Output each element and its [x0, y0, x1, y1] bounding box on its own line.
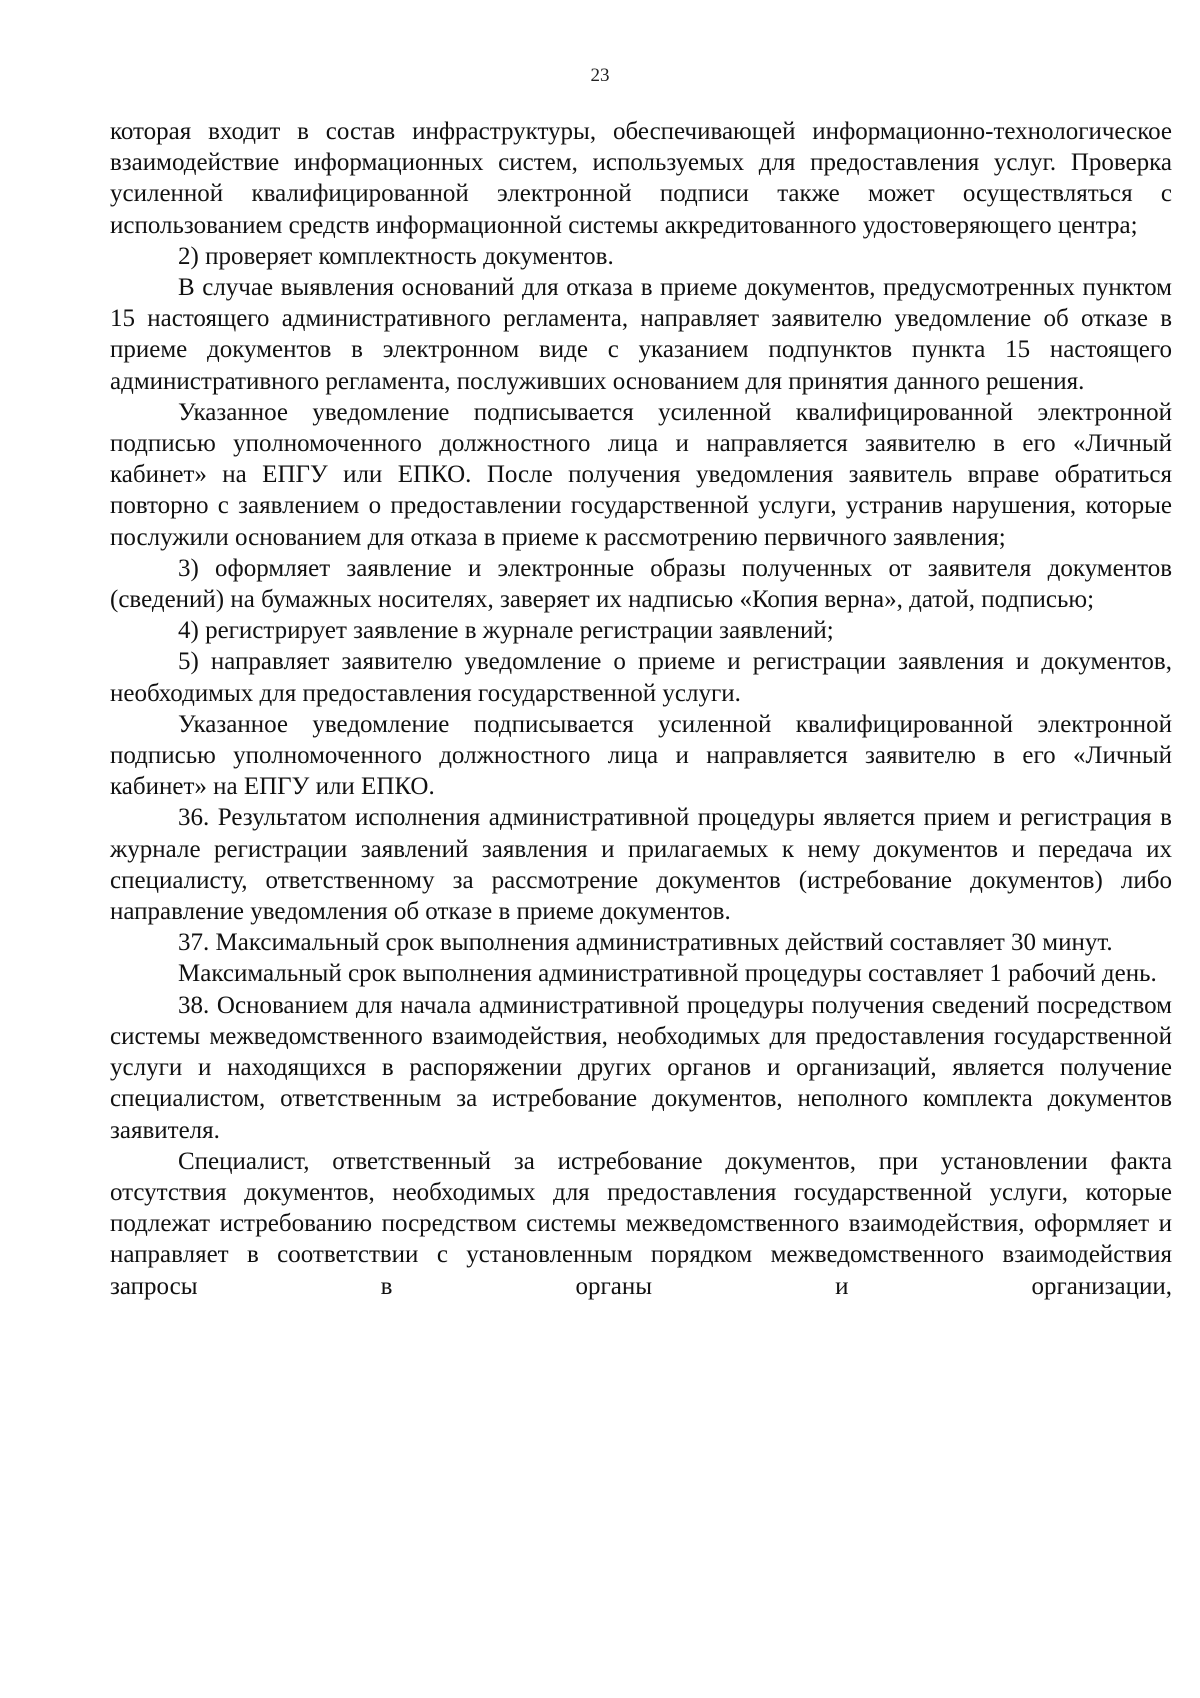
paragraph-item-3: 3) оформляет заявление и электронные образы полученных от заявителя документов (сведений) на бумажных носителях, заверяет их надписью «Копия верна», датой, подписью;: [110, 554, 1172, 614]
paragraph-continuation: которая входит в состав инфраструктуры, обеспечивающей информационно-технологическое взаимодействие информационных систем, используемых для предоставления услуг. Проверка усиленной квалифицированной электронной подписи также может осуществляться с использованием средств информационной системы аккредитованного удостоверяющего центра;: [110, 118, 1172, 239]
paragraph-36: 36. Результатом исполнения административной процедуры является прием и регистрация в журнале регистрации заявлений заявления и прилагаемых к нему документов и передача их специалисту, ответственному за рассмотрение документов (истребование документов) либо направление уведомления об отказе в приеме документов.: [110, 804, 1172, 926]
page-number: 23: [590, 65, 610, 86]
paragraph-max-term: Максимальный срок выполнения административной процедуры составляет 1 рабочий день.: [178, 960, 1157, 988]
paragraph-specialist: Специалист, ответственный за истребование документов, при установлении факта отсутствия документов, необходимых для предоставления государственной услуги, которые подлежат истребованию посредством системы межведомственного взаимодействия, оформляет и направляет в соответствии с установленным порядком межведомственного взаимодействия запросы в органы и организации,: [110, 1147, 1172, 1300]
document-body: [110, 116, 1172, 1302]
paragraph-item-4: 4) регистрирует заявление в журнале регистрации заявлений;: [178, 617, 834, 645]
paragraph-37: 37. Максимальный срок выполнения административных действий составляет 30 минут.: [178, 929, 1113, 957]
paragraph-item-5: 5) направляет заявителю уведомление о приеме и регистрации заявления и документов, необходимых для предоставления государственной услуги.: [110, 648, 1172, 707]
paragraph-38: 38. Основанием для начала административной процедуры получения сведений посредством системы межведомственного взаимодействия, необходимых для предоставления государственной услуги и находящихся в распоряжении других органов и организаций, является получение специалистом, ответственным за истребование документов, неполного комплекта документов заявителя.: [110, 991, 1172, 1144]
paragraph-notification-signed-2: Указанное уведомление подписывается усиленной квалифицированной электронной подписью уполномоченного должностного лица и направляется заявителю в его «Личный кабинет» на ЕПГУ или ЕПКО.: [110, 710, 1172, 801]
paragraph-refusal-case: В случае выявления оснований для отказа в приеме документов, предусмотренных пунктом 15 настоящего административного регламента, направляет заявителю уведомление об отказе в приеме документов в электронном виде с указанием подпунктов пункта 15 настоящего административного регламента, послуживших основанием для принятия данного решения.: [110, 274, 1172, 395]
paragraph-notification-signed: Указанное уведомление подписывается усиленной квалифицированной электронной подписью уполномоченного должностного лица и направляется заявителю в его «Личный кабинет» на ЕПГУ или ЕПКО. После получения уведомления заявитель вправе обратиться повторно с заявлением о предоставлении государственной услуги, устранив нарушения, которые послужили основанием для отказа в приеме к рассмотрению первичного заявления;: [110, 398, 1172, 551]
paragraph-item-2: 2) проверяет комплектность документов.: [178, 242, 614, 270]
